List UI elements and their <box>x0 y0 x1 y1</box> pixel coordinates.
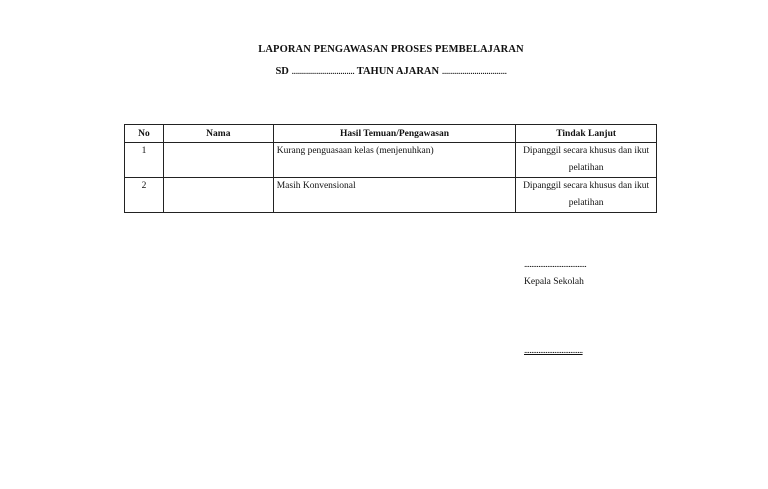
cell-nama <box>163 143 273 178</box>
signature-place-date: ................................... <box>524 260 587 270</box>
table-header-row <box>125 125 657 143</box>
sd-label: SD <box>275 66 289 77</box>
cell-hasil: Kurang penguasaan kelas (menjenuhkan) <box>273 143 516 178</box>
cell-tindak: Dipanggil secara khusus dan ikut pelatihan <box>516 143 657 178</box>
cell-no: 1 <box>125 143 164 178</box>
document-title: LAPORAN PENGAWASAN PROSES PEMBELAJARAN <box>258 44 524 55</box>
report-table <box>124 124 657 213</box>
signature-role: Kepala Sekolah <box>524 277 584 287</box>
sd-dots: ............................... <box>291 66 355 77</box>
year-dots: ................................ <box>441 66 507 77</box>
table-row <box>125 178 657 213</box>
header-nama: Nama <box>163 125 273 143</box>
cell-tindak: Dipanggil secara khusus dan ikut pelatihan <box>516 178 657 213</box>
header-no: No <box>125 125 164 143</box>
document-subtitle <box>0 66 768 77</box>
table-row <box>125 143 657 178</box>
cell-no: 2 <box>125 178 164 213</box>
signature-name-line: ................................. <box>524 346 583 356</box>
year-label: TAHUN AJARAN <box>356 66 440 77</box>
cell-nama <box>163 178 273 213</box>
header-hasil: Hasil Temuan/Pengawasan <box>273 125 516 143</box>
header-tindak: Tindak Lanjut <box>516 125 657 143</box>
cell-hasil: Masih Konvensional <box>273 178 516 213</box>
